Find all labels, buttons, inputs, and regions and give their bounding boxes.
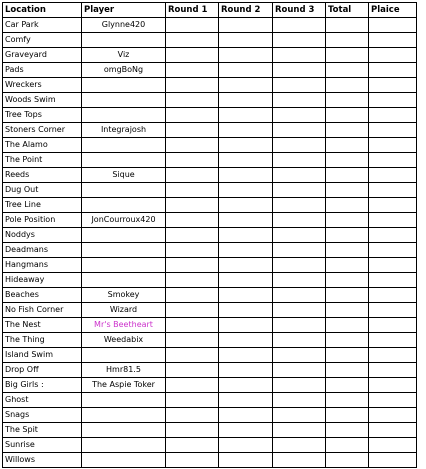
location-cell[interactable]: Tree Line <box>3 198 82 213</box>
plaice-cell[interactable] <box>369 243 417 258</box>
round-2-cell[interactable] <box>219 453 273 468</box>
round-1-cell[interactable] <box>166 333 219 348</box>
player-cell[interactable] <box>82 258 166 273</box>
plaice-cell[interactable] <box>369 363 417 378</box>
plaice-cell[interactable] <box>369 273 417 288</box>
total-cell[interactable] <box>326 273 369 288</box>
total-cell[interactable] <box>326 438 369 453</box>
round-2-cell[interactable] <box>219 243 273 258</box>
plaice-cell[interactable] <box>369 393 417 408</box>
player-cell[interactable] <box>82 393 166 408</box>
plaice-cell[interactable] <box>369 228 417 243</box>
plaice-cell[interactable] <box>369 378 417 393</box>
player-cell[interactable]: Hmr81.5 <box>82 363 166 378</box>
location-cell[interactable]: Noddys <box>3 228 82 243</box>
table-row <box>3 348 417 363</box>
table-row <box>3 108 417 123</box>
round-2-cell[interactable] <box>219 123 273 138</box>
total-cell[interactable] <box>326 453 369 468</box>
round-1-cell[interactable] <box>166 198 219 213</box>
player-cell[interactable] <box>82 273 166 288</box>
round-2-cell[interactable] <box>219 48 273 63</box>
round-3-cell[interactable] <box>273 408 326 423</box>
player-cell[interactable] <box>82 228 166 243</box>
round-3-cell[interactable] <box>273 78 326 93</box>
total-cell[interactable] <box>326 288 369 303</box>
round-1-cell[interactable] <box>166 213 219 228</box>
location-cell[interactable]: Reeds <box>3 168 82 183</box>
total-cell[interactable] <box>326 198 369 213</box>
round-2-cell[interactable] <box>219 168 273 183</box>
round-1-cell[interactable] <box>166 363 219 378</box>
round-3-cell[interactable] <box>273 48 326 63</box>
plaice-cell[interactable] <box>369 63 417 78</box>
location-cell[interactable]: Deadmans <box>3 243 82 258</box>
player-cell[interactable]: Glynne420 <box>82 18 166 33</box>
player-cell[interactable] <box>82 108 166 123</box>
round-2-cell[interactable] <box>219 33 273 48</box>
plaice-cell[interactable] <box>369 318 417 333</box>
round-1-cell[interactable] <box>166 348 219 363</box>
round-1-cell[interactable] <box>166 438 219 453</box>
round-1-cell[interactable] <box>166 153 219 168</box>
round-1-cell[interactable] <box>166 243 219 258</box>
total-cell[interactable] <box>326 153 369 168</box>
location-cell[interactable]: No Fish Corner <box>3 303 82 318</box>
round-2-cell[interactable] <box>219 273 273 288</box>
round-2-cell[interactable] <box>219 378 273 393</box>
plaice-cell[interactable] <box>369 18 417 33</box>
round-3-cell[interactable] <box>273 453 326 468</box>
header-round-2: Round 2 <box>219 3 273 18</box>
player-cell[interactable] <box>82 153 166 168</box>
table-row <box>3 273 417 288</box>
total-cell[interactable] <box>326 138 369 153</box>
round-2-cell[interactable] <box>219 228 273 243</box>
location-cell[interactable]: Big Girls : <box>3 378 82 393</box>
player-cell[interactable] <box>82 348 166 363</box>
round-2-cell[interactable] <box>219 348 273 363</box>
player-cell[interactable]: Viz <box>82 48 166 63</box>
player-cell[interactable] <box>82 453 166 468</box>
location-cell[interactable]: Drop Off <box>3 363 82 378</box>
round-2-cell[interactable] <box>219 78 273 93</box>
player-cell[interactable] <box>82 138 166 153</box>
round-3-cell[interactable] <box>273 33 326 48</box>
table-row <box>3 78 417 93</box>
player-cell[interactable] <box>82 408 166 423</box>
round-1-cell[interactable] <box>166 318 219 333</box>
table-row <box>3 48 417 63</box>
round-1-cell[interactable] <box>166 423 219 438</box>
round-2-cell[interactable] <box>219 363 273 378</box>
player-cell[interactable] <box>82 33 166 48</box>
round-2-cell[interactable] <box>219 408 273 423</box>
table-row <box>3 258 417 273</box>
total-cell[interactable] <box>326 63 369 78</box>
table-body <box>3 18 417 468</box>
location-cell[interactable]: Tree Tops <box>3 108 82 123</box>
location-cell[interactable]: Pads <box>3 63 82 78</box>
total-cell[interactable] <box>326 333 369 348</box>
player-cell[interactable] <box>82 183 166 198</box>
table-row <box>3 423 417 438</box>
round-3-cell[interactable] <box>273 303 326 318</box>
round-1-cell[interactable] <box>166 123 219 138</box>
total-cell[interactable] <box>326 168 369 183</box>
player-cell[interactable]: The Aspie Toker <box>82 378 166 393</box>
total-cell[interactable] <box>326 108 369 123</box>
round-1-cell[interactable] <box>166 18 219 33</box>
table-row <box>3 93 417 108</box>
plaice-cell[interactable] <box>369 93 417 108</box>
player-cell[interactable]: omgBoNg <box>82 63 166 78</box>
table-row <box>3 288 417 303</box>
total-cell[interactable] <box>326 213 369 228</box>
location-cell[interactable]: Comfy <box>3 33 82 48</box>
round-3-cell[interactable] <box>273 93 326 108</box>
location-cell[interactable]: Pole Position <box>3 213 82 228</box>
location-cell[interactable]: Hideaway <box>3 273 82 288</box>
table-row <box>3 408 417 423</box>
round-1-cell[interactable] <box>166 48 219 63</box>
round-3-cell[interactable] <box>273 138 326 153</box>
plaice-cell[interactable] <box>369 213 417 228</box>
round-1-cell[interactable] <box>166 303 219 318</box>
table-row <box>3 168 417 183</box>
round-2-cell[interactable] <box>219 438 273 453</box>
round-3-cell[interactable] <box>273 168 326 183</box>
round-3-cell[interactable] <box>273 378 326 393</box>
plaice-cell[interactable] <box>369 258 417 273</box>
round-3-cell[interactable] <box>273 363 326 378</box>
round-2-cell[interactable] <box>219 213 273 228</box>
total-cell[interactable] <box>326 378 369 393</box>
table-row <box>3 243 417 258</box>
plaice-cell[interactable] <box>369 108 417 123</box>
table-row <box>3 63 417 78</box>
round-3-cell[interactable] <box>273 243 326 258</box>
round-1-cell[interactable] <box>166 108 219 123</box>
round-2-cell[interactable] <box>219 318 273 333</box>
location-cell[interactable]: Wreckers <box>3 78 82 93</box>
total-cell[interactable] <box>326 408 369 423</box>
round-2-cell[interactable] <box>219 18 273 33</box>
location-cell[interactable]: The Nest <box>3 318 82 333</box>
table-row <box>3 453 417 468</box>
location-cell[interactable]: The Thing <box>3 333 82 348</box>
round-2-cell[interactable] <box>219 138 273 153</box>
total-cell[interactable] <box>326 318 369 333</box>
location-cell[interactable]: Woods Swim <box>3 93 82 108</box>
round-3-cell[interactable] <box>273 63 326 78</box>
round-2-cell[interactable] <box>219 198 273 213</box>
location-cell[interactable]: Graveyard <box>3 48 82 63</box>
header-round-1: Round 1 <box>166 3 219 18</box>
plaice-cell[interactable] <box>369 438 417 453</box>
player-cell[interactable] <box>82 423 166 438</box>
round-2-cell[interactable] <box>219 153 273 168</box>
location-cell[interactable]: Snags <box>3 408 82 423</box>
round-2-cell[interactable] <box>219 93 273 108</box>
table-row <box>3 318 417 333</box>
player-cell[interactable]: Smokey <box>82 288 166 303</box>
plaice-cell[interactable] <box>369 33 417 48</box>
location-cell[interactable]: The Spit <box>3 423 82 438</box>
plaice-cell[interactable] <box>369 423 417 438</box>
round-3-cell[interactable] <box>273 258 326 273</box>
table-row <box>3 303 417 318</box>
table-row <box>3 378 417 393</box>
total-cell[interactable] <box>326 123 369 138</box>
round-2-cell[interactable] <box>219 393 273 408</box>
round-1-cell[interactable] <box>166 378 219 393</box>
round-3-cell[interactable] <box>273 438 326 453</box>
header-player: Player <box>82 3 166 18</box>
plaice-cell[interactable] <box>369 123 417 138</box>
round-1-cell[interactable] <box>166 63 219 78</box>
total-cell[interactable] <box>326 228 369 243</box>
table-row <box>3 333 417 348</box>
header-row <box>3 3 417 18</box>
round-2-cell[interactable] <box>219 303 273 318</box>
round-1-cell[interactable] <box>166 93 219 108</box>
round-1-cell[interactable] <box>166 393 219 408</box>
round-3-cell[interactable] <box>273 198 326 213</box>
table-row <box>3 393 417 408</box>
total-cell[interactable] <box>326 423 369 438</box>
table-row <box>3 18 417 33</box>
location-cell[interactable]: Dug Out <box>3 183 82 198</box>
plaice-cell[interactable] <box>369 333 417 348</box>
round-3-cell[interactable] <box>273 333 326 348</box>
player-cell[interactable] <box>82 198 166 213</box>
round-1-cell[interactable] <box>166 33 219 48</box>
location-cell[interactable]: Ghost <box>3 393 82 408</box>
plaice-cell[interactable] <box>369 153 417 168</box>
round-1-cell[interactable] <box>166 168 219 183</box>
location-cell[interactable]: Car Park <box>3 18 82 33</box>
header-location: Location <box>3 3 82 18</box>
table-row <box>3 183 417 198</box>
table-row <box>3 363 417 378</box>
round-1-cell[interactable] <box>166 258 219 273</box>
round-1-cell[interactable] <box>166 453 219 468</box>
player-cell[interactable]: Mr's Beetheart <box>82 318 166 333</box>
plaice-cell[interactable] <box>369 288 417 303</box>
location-cell[interactable]: The Alamo <box>3 138 82 153</box>
total-cell[interactable] <box>326 18 369 33</box>
location-cell[interactable]: Beaches <box>3 288 82 303</box>
round-1-cell[interactable] <box>166 228 219 243</box>
round-2-cell[interactable] <box>219 288 273 303</box>
total-cell[interactable] <box>326 303 369 318</box>
total-cell[interactable] <box>326 258 369 273</box>
plaice-cell[interactable] <box>369 78 417 93</box>
plaice-cell[interactable] <box>369 303 417 318</box>
total-cell[interactable] <box>326 78 369 93</box>
total-cell[interactable] <box>326 93 369 108</box>
player-cell[interactable]: Sique <box>82 168 166 183</box>
table-row <box>3 213 417 228</box>
round-3-cell[interactable] <box>273 228 326 243</box>
table-row <box>3 438 417 453</box>
round-1-cell[interactable] <box>166 273 219 288</box>
total-cell[interactable] <box>326 243 369 258</box>
location-cell[interactable]: Stoners Corner <box>3 123 82 138</box>
table-row <box>3 138 417 153</box>
total-cell[interactable] <box>326 363 369 378</box>
header-plaice: Plaice <box>369 3 417 18</box>
player-cell[interactable] <box>82 93 166 108</box>
plaice-cell[interactable] <box>369 48 417 63</box>
round-3-cell[interactable] <box>273 393 326 408</box>
plaice-cell[interactable] <box>369 453 417 468</box>
round-3-cell[interactable] <box>273 213 326 228</box>
round-1-cell[interactable] <box>166 288 219 303</box>
total-cell[interactable] <box>326 348 369 363</box>
round-2-cell[interactable] <box>219 63 273 78</box>
round-3-cell[interactable] <box>273 123 326 138</box>
round-2-cell[interactable] <box>219 108 273 123</box>
location-cell[interactable]: Willows <box>3 453 82 468</box>
round-1-cell[interactable] <box>166 408 219 423</box>
table-row <box>3 153 417 168</box>
round-2-cell[interactable] <box>219 333 273 348</box>
round-3-cell[interactable] <box>273 348 326 363</box>
total-cell[interactable] <box>326 183 369 198</box>
round-2-cell[interactable] <box>219 423 273 438</box>
round-3-cell[interactable] <box>273 318 326 333</box>
fishing-match-table <box>2 2 417 468</box>
location-cell[interactable]: Hangmans <box>3 258 82 273</box>
round-3-cell[interactable] <box>273 18 326 33</box>
header-total: Total <box>326 3 369 18</box>
plaice-cell[interactable] <box>369 198 417 213</box>
player-cell[interactable]: Weedabix <box>82 333 166 348</box>
plaice-cell[interactable] <box>369 138 417 153</box>
plaice-cell[interactable] <box>369 183 417 198</box>
table-row <box>3 33 417 48</box>
location-cell[interactable]: Island Swim <box>3 348 82 363</box>
player-cell[interactable]: Integrajosh <box>82 123 166 138</box>
total-cell[interactable] <box>326 33 369 48</box>
total-cell[interactable] <box>326 393 369 408</box>
player-cell[interactable] <box>82 78 166 93</box>
table-row <box>3 198 417 213</box>
round-2-cell[interactable] <box>219 258 273 273</box>
player-cell[interactable] <box>82 243 166 258</box>
round-1-cell[interactable] <box>166 78 219 93</box>
header-round-3: Round 3 <box>273 3 326 18</box>
plaice-cell[interactable] <box>369 168 417 183</box>
round-3-cell[interactable] <box>273 288 326 303</box>
location-cell[interactable]: Sunrise <box>3 438 82 453</box>
round-3-cell[interactable] <box>273 273 326 288</box>
total-cell[interactable] <box>326 48 369 63</box>
round-1-cell[interactable] <box>166 183 219 198</box>
round-3-cell[interactable] <box>273 153 326 168</box>
player-cell[interactable]: JonCourroux420 <box>82 213 166 228</box>
location-cell[interactable]: The Point <box>3 153 82 168</box>
player-cell[interactable]: Wizard <box>82 303 166 318</box>
round-2-cell[interactable] <box>219 183 273 198</box>
round-3-cell[interactable] <box>273 108 326 123</box>
plaice-cell[interactable] <box>369 408 417 423</box>
round-3-cell[interactable] <box>273 183 326 198</box>
table-row <box>3 123 417 138</box>
table-row <box>3 228 417 243</box>
round-1-cell[interactable] <box>166 138 219 153</box>
player-cell[interactable] <box>82 438 166 453</box>
plaice-cell[interactable] <box>369 348 417 363</box>
round-3-cell[interactable] <box>273 423 326 438</box>
